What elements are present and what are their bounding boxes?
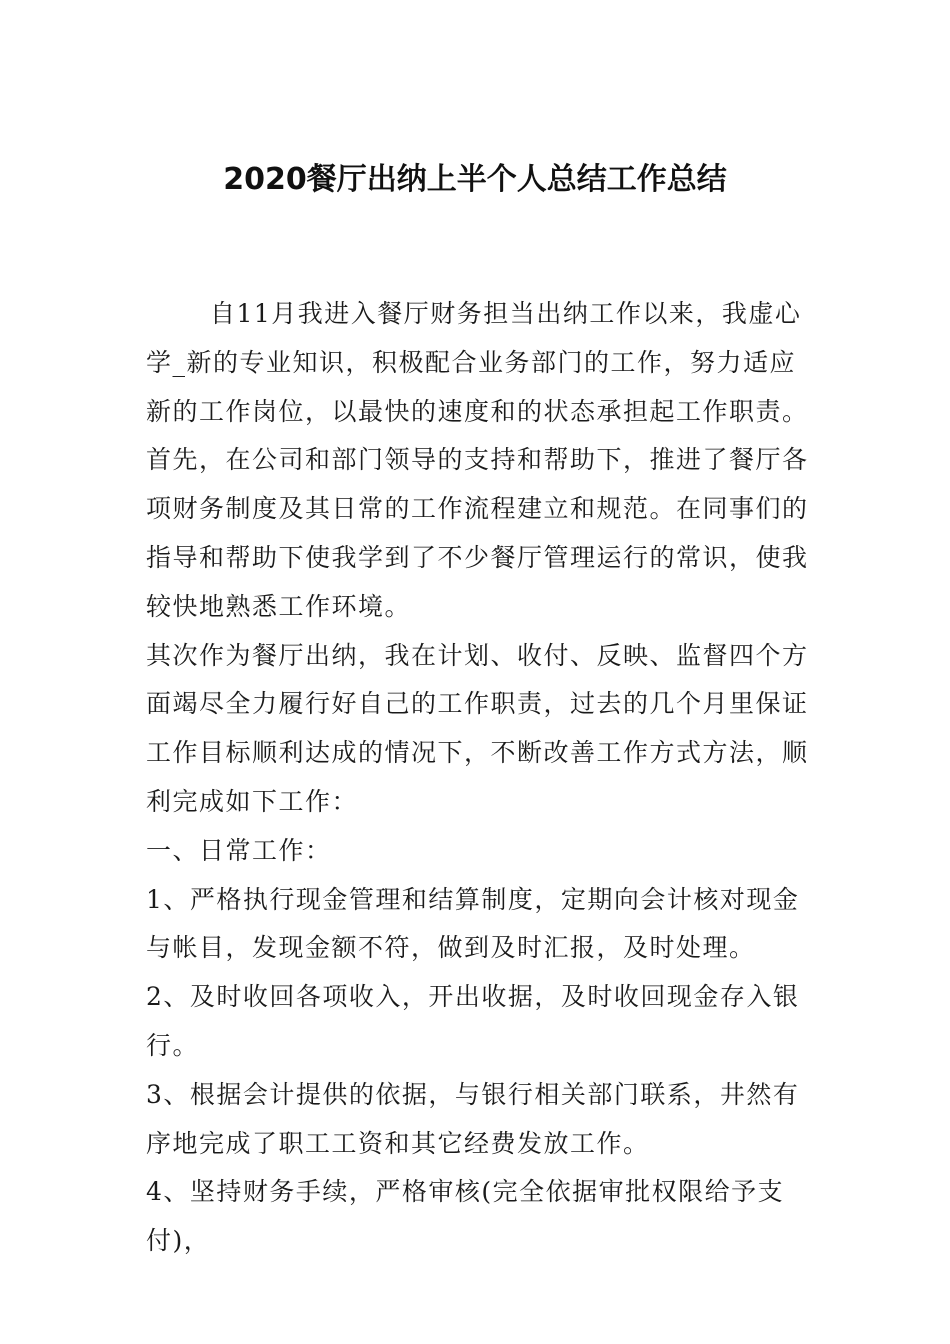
document-body bbox=[146, 290, 814, 1266]
paragraph-second: 其次作为餐厅出纳，我在计划、收付、反映、监督四个方面竭尽全力履行好自己的工作职责，过去的几个月里保证工作目标顺利达成的情况下，不断改善工作方式方法，顺利完成如下工作： bbox=[146, 640, 809, 816]
list-item-4: 4、坚持财务手续，严格审核(完全依据审批权限给予支付)， bbox=[146, 1177, 785, 1256]
section-heading-daily-work: 一、日常工作： bbox=[146, 835, 332, 865]
list-item-2: 2、及时收回各项收入，开出收据，及时收回现金存入银行。 bbox=[146, 982, 800, 1060]
paragraph-intro: 自11月我进入餐厅财务担当出纳工作以来，我虚心学_新的专业知识，积极配合业务部门的工作，努力适应新的工作岗位，以最快的速度和的状态承担起工作职责。 bbox=[146, 299, 809, 426]
list-item-1: 1、严格执行现金管理和结算制度，定期向会计核对现金与帐目，发现金额不符，做到及时汇报，及时处理。 bbox=[146, 884, 800, 963]
paragraph-first: 首先，在公司和部门领导的支持和帮助下，推进了餐厅各项财务制度及其日常的工作流程建立和规范。在同事们的指导和帮助下使我学到了不少餐厅管理运行的常识，使我较快地熟悉工作环境。 bbox=[146, 445, 809, 621]
document-title: 2020餐厅出纳上半个人总结工作总结 bbox=[223, 162, 727, 197]
list-item-3: 3、根据会计提供的依据，与银行相关部门联系，井然有序地完成了职工工资和其它经费发放工作。 bbox=[146, 1079, 800, 1158]
